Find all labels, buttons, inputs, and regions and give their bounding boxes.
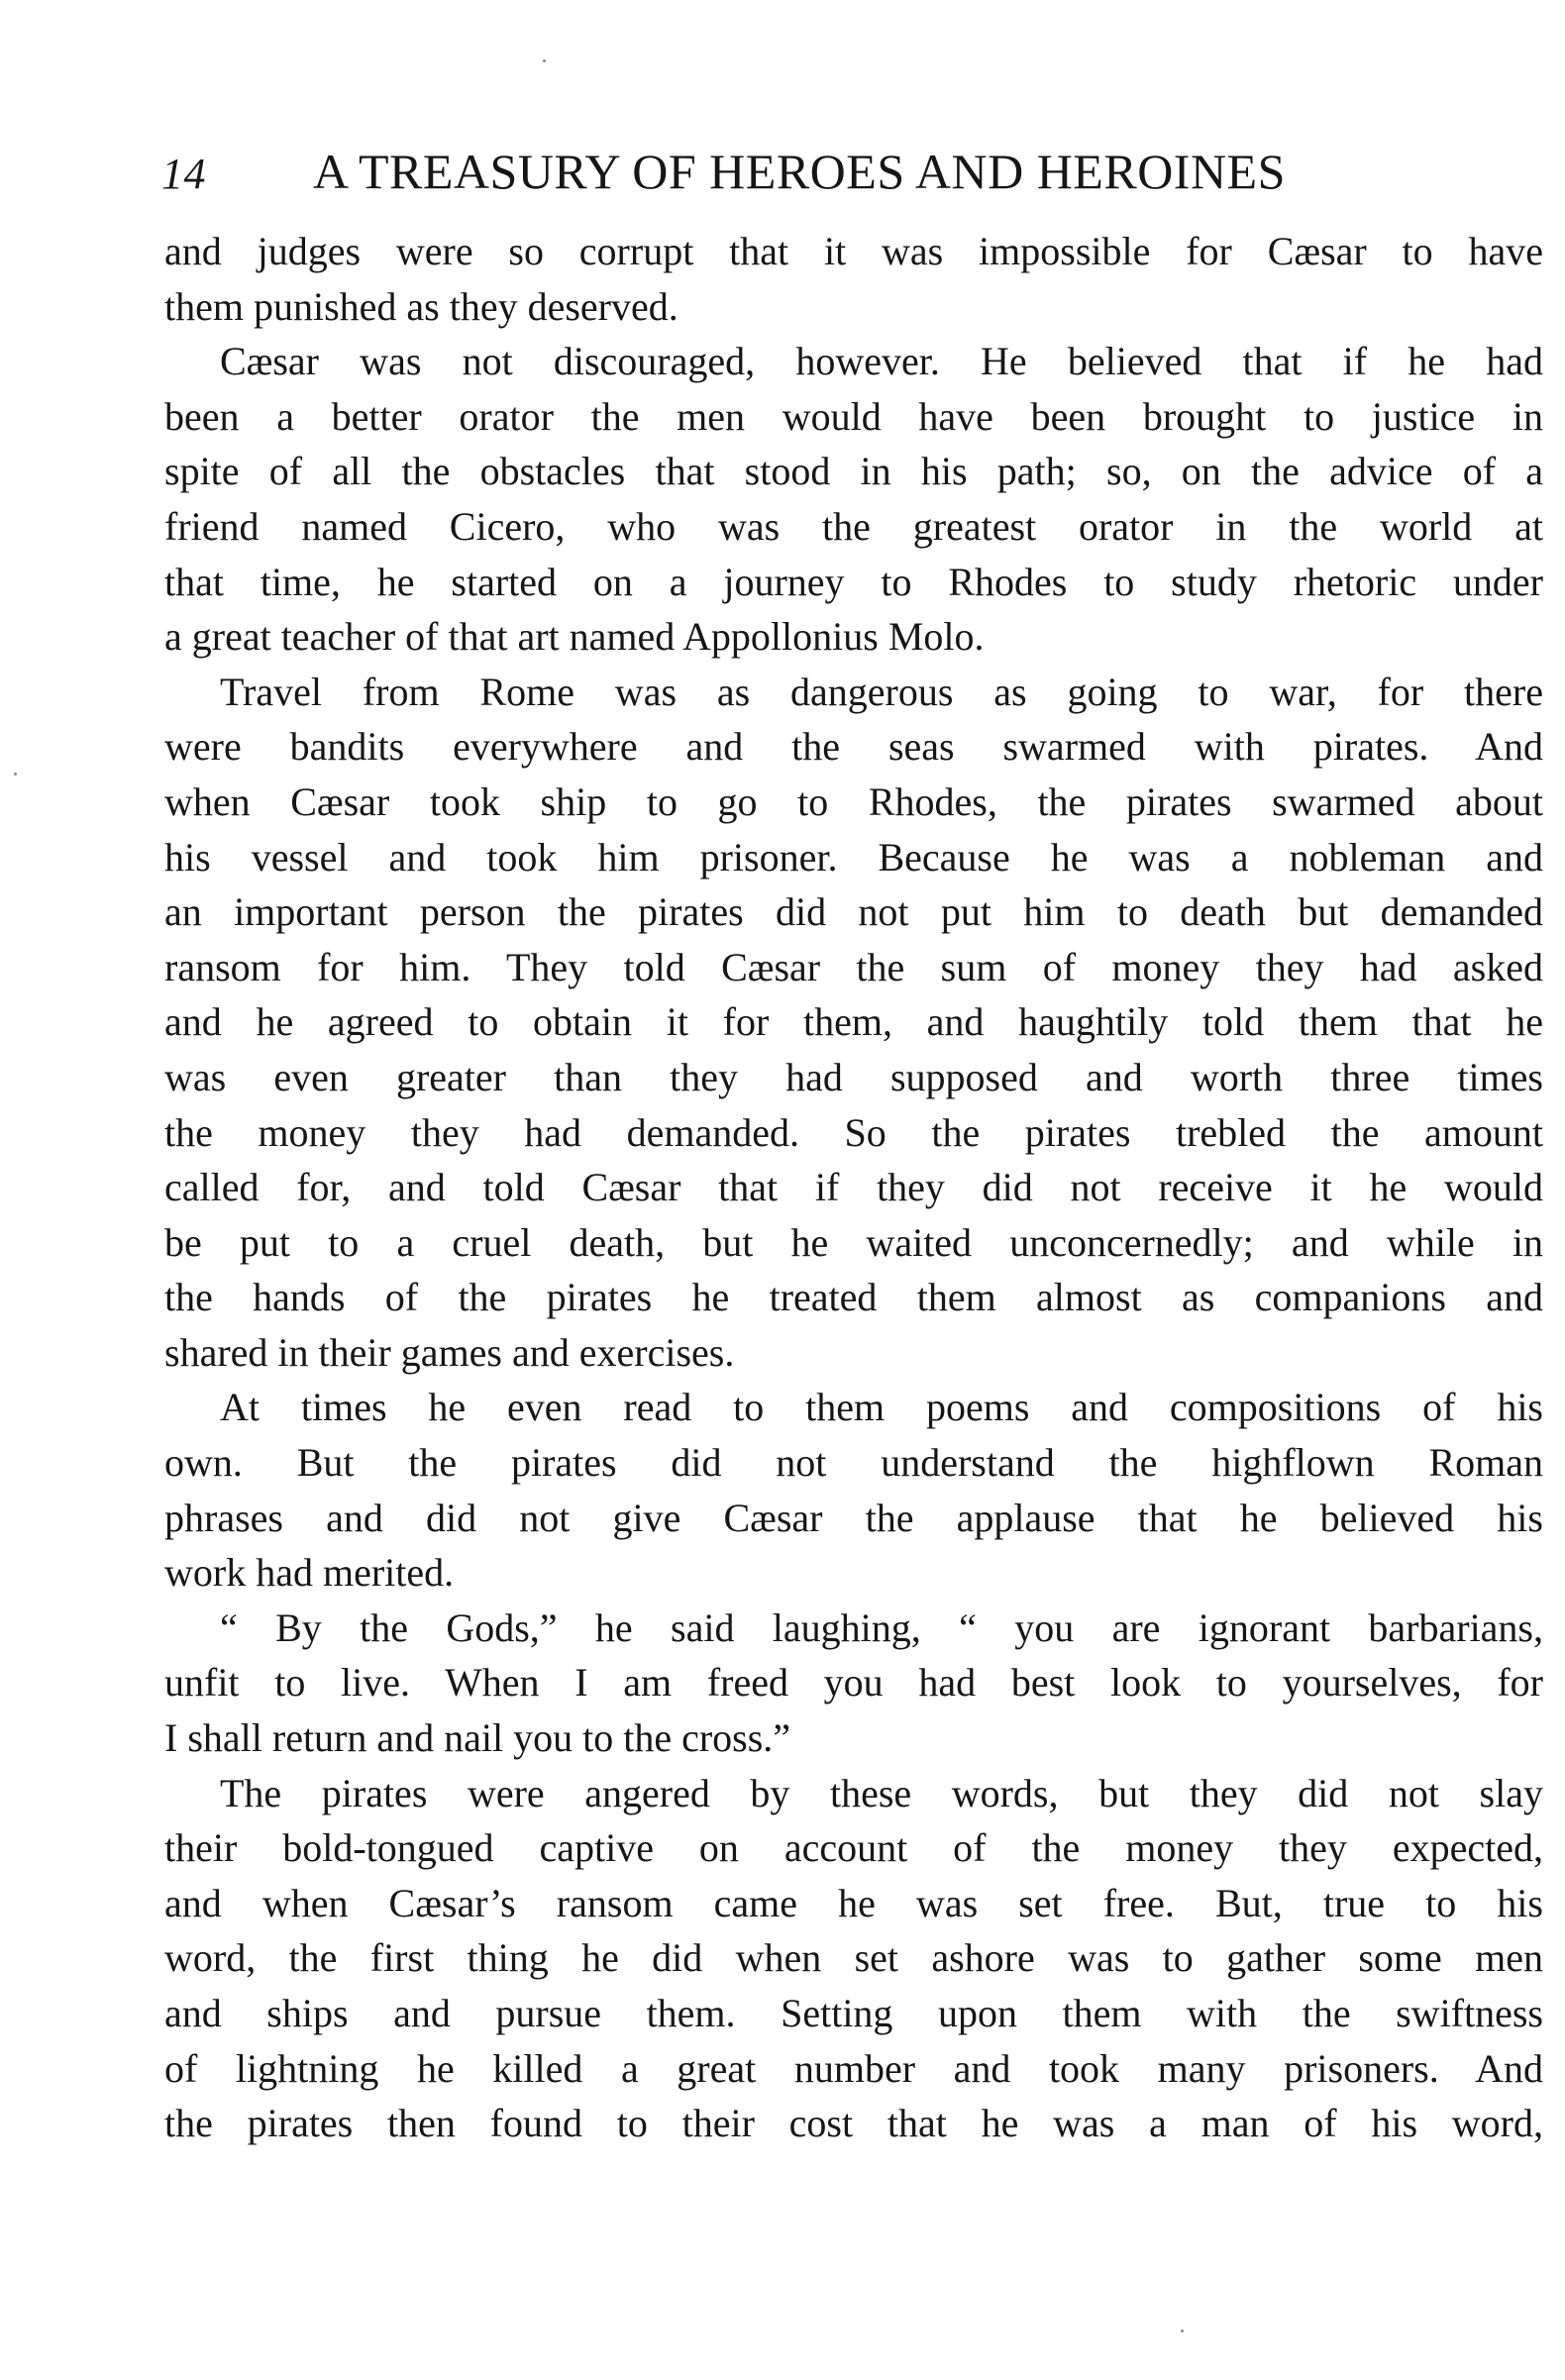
text-line: and ships and pursue them. Setting upon them with the swiftness [164,1991,1543,2035]
text-line: unfit to live. When I am freed you had best look to yourselves, for [164,1660,1543,1706]
text-line: At times he even read to them poems and compositions of his [220,1385,1543,1430]
text-line: own. But the pirates did not understand the highflown Roman [164,1440,1543,1486]
text-line: the hands of the pirates he treated them almost as companions and [164,1275,1543,1320]
text-line: the pirates then found to their cost that he was a man of his word, [164,2101,1543,2146]
page-header [161,137,1400,206]
text-line: called for, and told Cæsar that if they did not receive it he would [164,1165,1543,1210]
text-line: them punished as they deserved. [164,283,678,329]
text-line: ransom for him. They told Cæsar the sum of money they had asked [164,944,1543,989]
text-line: spite of all the obstacles that stood in his path; so, on the advice of a [164,449,1543,494]
text-line: I shall return and nail you to the cross.” [164,1715,791,1761]
text-line: Travel from Rome was as dangerous as going to war, for there [220,669,1543,714]
text-line: word, the first thing he did when set ashore was to gather some men [164,1935,1543,1981]
page-speck [543,59,546,62]
text-line: and judges were so corrupt that it was impossible for Cæsar to have [164,229,1543,273]
text-line: his vessel and took him prisoner. Because he was a nobleman and [164,834,1543,880]
text-line: “ By the Gods,” he said laughing, “ you are ignorant barbarians, [220,1604,1543,1650]
page-speck [1181,2329,1184,2332]
text-line: been a better orator the men would have been brought to justice in [164,393,1543,439]
text-line: their bold-tongued captive on account of the money they expected, [164,1825,1543,1871]
page-speck [14,773,17,776]
text-line: shared in their games and exercises. [164,1329,735,1375]
page-number: 14 [161,150,206,198]
text-line: the money they had demanded. So the pirates trebled the amount [164,1109,1543,1155]
text-line: when Cæsar took ship to go to Rhodes, the pirates swarmed about [164,778,1543,824]
body-text [164,224,1543,2151]
text-line: an important person the pirates did not put him to death but demanded [164,889,1543,935]
text-line: was even greater than they had supposed and worth three times [164,1054,1543,1099]
running-head-title: A TREASURY OF HEROES AND HEROINES [313,144,1286,199]
text-line: phrases and did not give Cæsar the applause that he believed his [164,1495,1543,1540]
text-line: of lightning he killed a great number and took many prisoners. And [164,2045,1543,2091]
text-line: work had merited. [164,1550,455,1596]
text-line: friend named Cicero, who was the greatest orator in the world at [164,503,1543,549]
text-line: and he agreed to obtain it for them, and haughtily told them that he [164,999,1543,1045]
text-line: a great teacher of that art named Appollonius Molo. [164,614,985,660]
text-line: were bandits everywhere and the seas swarmed with pirates. And [164,724,1543,770]
text-line: and when Cæsar’s ransom came he was set free. But, true to his [164,1880,1543,1925]
text-line: be put to a cruel death, but he waited unconcernedly; and while in [164,1219,1543,1265]
text-line: The pirates were angered by these words, but they did not slay [220,1770,1543,1815]
text-line: that time, he started on a journey to Rhodes to study rhetoric under [164,559,1543,604]
text-line: Cæsar was not discouraged, however. He believed that if he had [220,339,1543,384]
